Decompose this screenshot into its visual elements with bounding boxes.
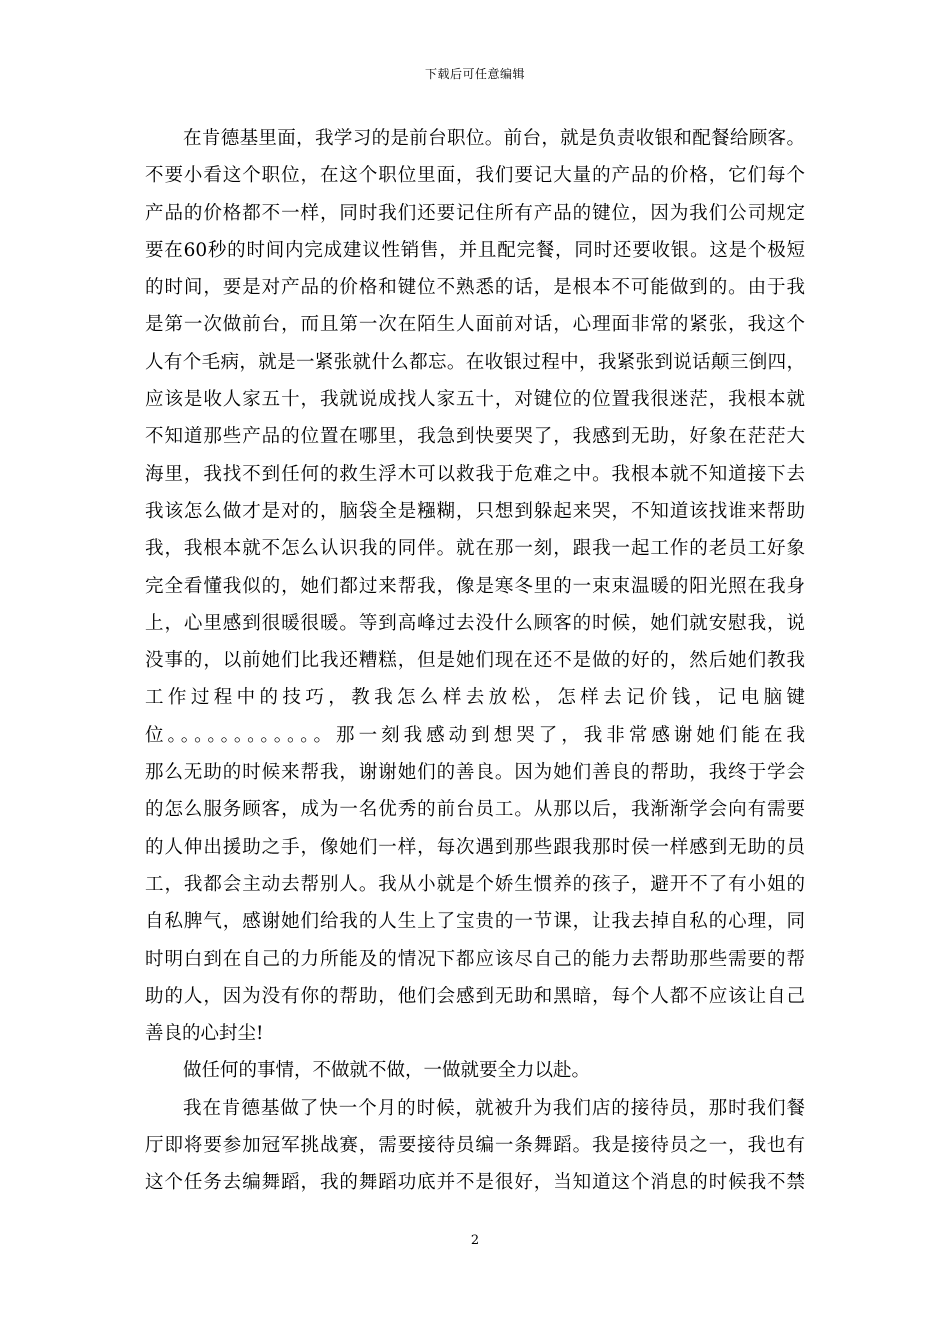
text-line: 我在肯德基做了快一个月的时候，就被升为我们店的接待员，那时我们餐 (183, 1097, 805, 1119)
paragraph-2 (145, 1052, 805, 1089)
text-line: 要在60秒的时间内完成建议性销售，并且配完餐，同时还要收银。这是个极短 (145, 239, 805, 261)
text-line: 人有个毛病，就是一紧张就什么都忘。在收银过程中，我紧张到说话颠三倒四， (145, 351, 805, 373)
text-line: 是第一次做前台，而且第一次在陌生人面前对话，心理面非常的紧张，我这个 (145, 314, 805, 336)
text-line: 做任何的事情，不做就不做，一做就要全力以赴。 (183, 1060, 591, 1082)
text-line: 时明白到在自己的力所能及的情况下都应该尽自己的能力去帮助那些需要的帮 (145, 948, 805, 970)
page-number: 2 (470, 1233, 480, 1248)
text-line: 应该是收人家五十，我就说成找人家五十，对键位的位置我很迷茫，我根本就 (145, 389, 805, 411)
text-line: 产品的价格都不一样，同时我们还要记住所有产品的键位，因为我们公司规定 (145, 202, 805, 224)
text-line: 的怎么服务顾客，成为一名优秀的前台员工。从那以后，我渐渐学会向有需要 (145, 799, 805, 821)
document-body (145, 120, 805, 1202)
text-line: 的时间，要是对产品的价格和键位不熟悉的话，是根本不可能做到的。由于我 (145, 277, 805, 299)
text-line: 厅即将要参加冠军挑战赛，需要接待员编一条舞蹈。我是接待员之一，我也有 (145, 1135, 805, 1157)
text-line: 助的人，因为没有你的帮助，他们会感到无助和黑暗，每个人都不应该让自己 (145, 985, 805, 1007)
text-line: 工，我都会主动去帮别人。我从小就是个娇生惯养的孩子，避开不了有小姐的 (145, 873, 805, 895)
text-line: 工作过程中的技巧，教我怎么样去放松，怎样去记价钱，记电脑键 (145, 687, 805, 709)
text-line: 完全看懂我似的，她们都过来帮我，像是寒冬里的一束束温暖的阳光照在我身 (145, 575, 805, 597)
text-line: 不要小看这个职位，在这个职位里面，我们要记大量的产品的价格，它们每个 (145, 165, 805, 187)
text-line: 我，我根本就不怎么认识我的同伴。就在那一刻，跟我一起工作的老员工好象 (145, 538, 805, 560)
text-line: 上，心里感到很暖很暖。等到高峰过去没什么顾客的时候，她们就安慰我，说 (145, 612, 805, 634)
page-header: 下载后可任意编辑 (424, 67, 525, 81)
text-line: 没事的，以前她们比我还糟糕，但是她们现在还不是做的好的，然后她们教我 (145, 650, 805, 672)
text-line: 在肯德基里面，我学习的是前台职位。前台，就是负责收银和配餐给顾客。 (183, 128, 805, 149)
text-line: 不知道那些产品的位置在哪里，我急到快要哭了，我感到无助，好象在茫茫大 (145, 426, 805, 448)
text-line: 我该怎么做才是对的，脑袋全是糨糊，只想到躲起来哭，不知道该找谁来帮助 (145, 500, 805, 522)
text-line: 的人伸出援助之手，像她们一样，每次遇到那些跟我那时侯一样感到无助的员 (145, 836, 805, 858)
text-line: 那么无助的时候来帮我，谢谢她们的善良。因为她们善良的帮助，我终于学会 (145, 762, 805, 784)
paragraph-1 (145, 120, 805, 1052)
text-line: 自私脾气，感谢她们给我的人生上了宝贵的一节课，让我去掉自私的心理，同 (145, 911, 805, 933)
text-line: 这个任务去编舞蹈，我的舞蹈功底并不是很好，当知道这个消息的时候我不禁 (145, 1172, 805, 1194)
text-line: 海里，我找不到任何的救生浮木可以救我于危难之中。我根本就不知道接下去 (145, 463, 805, 485)
paragraph-3 (145, 1090, 805, 1202)
text-line: 善良的心封尘! (145, 1023, 264, 1045)
text-line: 位。。。。。。。。。。。。那一刻我感动到想哭了，我非常感谢她们能在我 (145, 724, 805, 746)
